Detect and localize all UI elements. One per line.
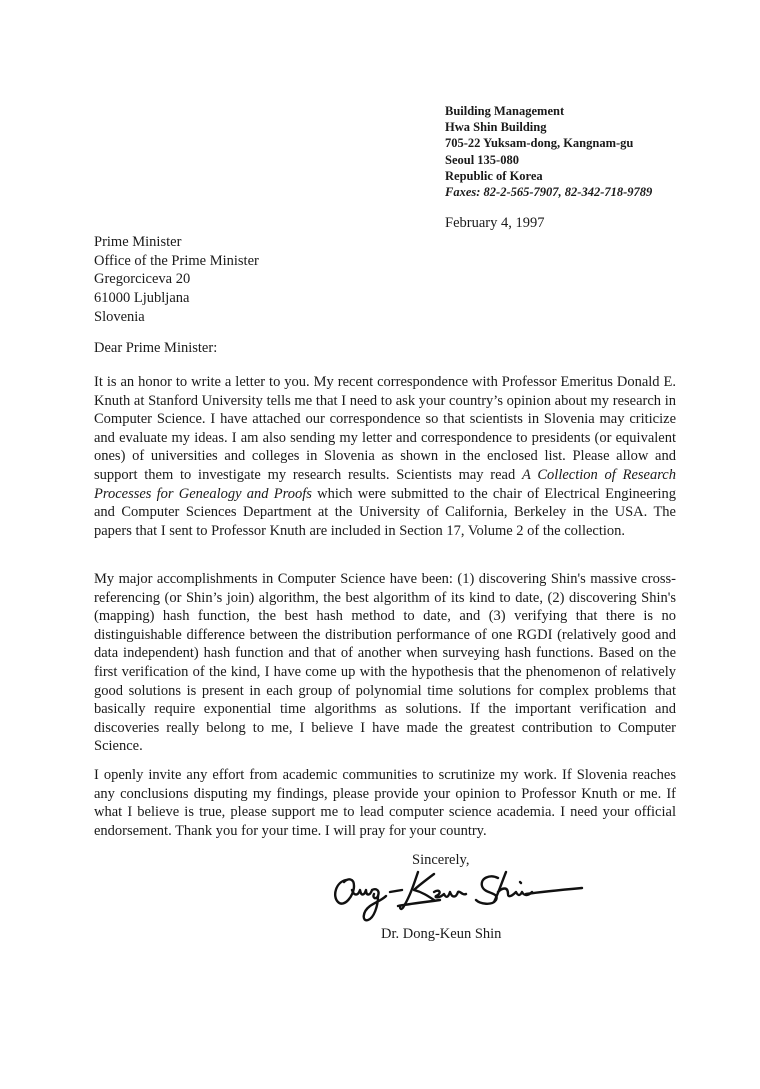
- sender-line: Republic of Korea: [445, 168, 543, 183]
- sender-line: Seoul 135-080: [445, 152, 519, 167]
- sender-line: Hwa Shin Building: [445, 120, 547, 135]
- recipient-line: 61000 Ljubljana: [94, 290, 190, 307]
- body-paragraph-3: I openly invite any effort from academic communities to scrutinize my work. If Slovenia reaches any conclusions disputing my findings, please provide your opinion to Professor Knuth or me. If what I believe is true, please support me to lead computer science academia. I need your official endorsement. Thank you for your time. I will pray for your country.: [94, 767, 676, 839]
- letter-date: February 4, 1997: [445, 215, 545, 231]
- sender-faxes: Faxes: 82-2-565-7907, 82-342-718-9789: [445, 185, 653, 200]
- paragraph-text: It is an honor to write a letter to you. My recent correspondence with Professor Emeritus Donald E. Knuth at Stanford University tells me that I need to ask your country’s opinion about my research in Computer Science. I have attached our correspondence so that scientists in Slovenia may criticize and evaluate my ideas. I am also sending my letter and correspondence to presidents (or equivalent ones) of universities and colleges in Slovenia as shown in the enclosed list. Please allow and support them to investigate my research results. Scientists may read: [94, 374, 676, 483]
- recipient-line: Slovenia: [94, 308, 145, 325]
- recipient-address-block: [94, 233, 259, 327]
- body-paragraph-1: [94, 373, 676, 540]
- sender-line: Building Management: [445, 104, 565, 118]
- recipient-line: Office of the Prime Minister: [94, 252, 259, 269]
- signer-name: Dr. Dong-Keun Shin: [381, 926, 502, 942]
- sender-address-block: [445, 103, 652, 200]
- handwritten-signature: [330, 866, 590, 924]
- recipient-line: Prime Minister: [94, 234, 182, 250]
- recipient-line: Gregorciceva 20: [94, 271, 191, 288]
- closing: Sincerely,: [412, 852, 470, 868]
- salutation: Dear Prime Minister:: [94, 340, 218, 356]
- body-paragraph-2: My major accomplishments in Computer Science have been: (1) discovering Shin's massive cross-referencing (or Shin’s join) algorithm, the best algorithm of its kind to date, (2) discovering Shin's (mapping) hash function, the best hash method to date, and (3) verifying that there is no distinguishable difference between the distribution performance of one RGDI (relatively good and data independent) hash function and that of another when surveying hash functions. Based on the first verification of the kind, I have come up with the hypothesis that the phenomenon of relatively good solutions is present in each group of polynomial time solutions for complex problems that basically require exponential time algorithms as solutions. If the important verification and discoveries really belong to me, I believe I have made the greatest contribution to Computer Science.: [94, 571, 676, 755]
- sender-line: 705-22 Yuksam-dong, Kangnam-gu: [445, 136, 634, 151]
- paragraph-text: which were submitted to the chair of Electrical Engineering and Computer Sciences Department at the University of California, Berkeley in the USA. The papers that I sent to Professor Knuth are included in Section 17, Volume 2 of the collection.: [94, 485, 676, 539]
- collection-title: A Collection of Research Processes for Genealogy and Proofs: [94, 466, 676, 502]
